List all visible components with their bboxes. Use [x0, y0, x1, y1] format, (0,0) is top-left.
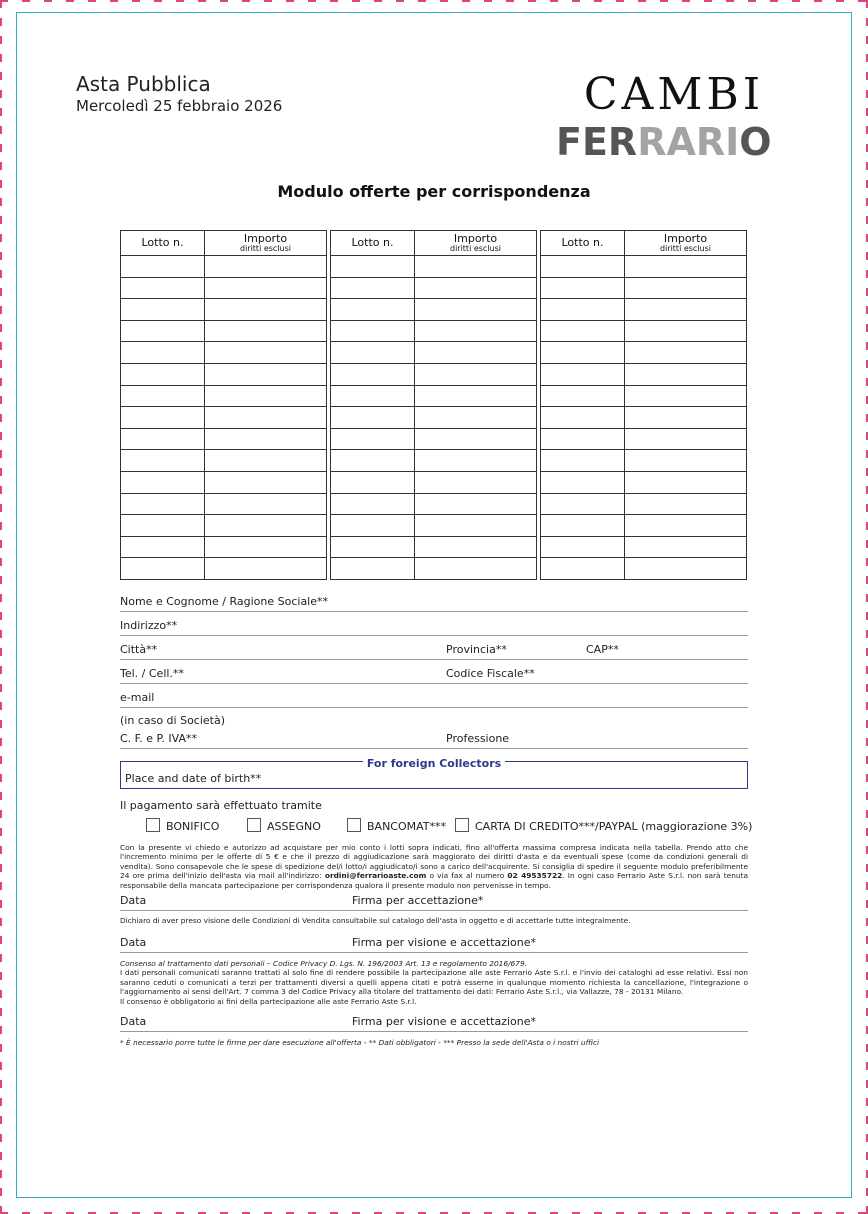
- lot-number-cell[interactable]: [541, 428, 625, 450]
- lot-number-cell[interactable]: [121, 363, 205, 385]
- checkbox[interactable]: [146, 818, 160, 832]
- form-title: Modulo offerte per corrispondenza: [277, 182, 591, 201]
- table-row: [541, 536, 747, 558]
- lot-number-cell[interactable]: [331, 536, 415, 558]
- lot-number-cell[interactable]: [541, 450, 625, 472]
- amount-cell[interactable]: [415, 515, 537, 537]
- table-row: [121, 342, 327, 364]
- zip-label: CAP**: [586, 643, 619, 656]
- amount-cell[interactable]: [205, 428, 327, 450]
- lot-number-cell[interactable]: [121, 256, 205, 278]
- col-lot-header: Lotto n.: [121, 231, 205, 256]
- lot-number-cell[interactable]: [331, 558, 415, 580]
- amount-cell[interactable]: [625, 363, 747, 385]
- lot-number-cell[interactable]: [541, 558, 625, 580]
- table-row: [541, 385, 747, 407]
- lot-number-cell[interactable]: [121, 450, 205, 472]
- col-amount-header: Importo diritti esclusi: [625, 231, 747, 256]
- table-row: [121, 450, 327, 472]
- lot-number-cell[interactable]: [541, 342, 625, 364]
- phone-row[interactable]: [120, 665, 748, 684]
- amount-cell[interactable]: [415, 256, 537, 278]
- table-row: [331, 428, 537, 450]
- amount-cell[interactable]: [625, 515, 747, 537]
- lot-number-cell[interactable]: [121, 407, 205, 429]
- amount-cell[interactable]: [205, 363, 327, 385]
- amount-cell[interactable]: [205, 277, 327, 299]
- lot-table-1: [120, 230, 327, 580]
- logo-cambi: CAMBI: [583, 69, 765, 120]
- lot-number-cell[interactable]: [121, 493, 205, 515]
- table-row: [331, 342, 537, 364]
- table-row: [121, 493, 327, 515]
- province-label: Provincia**: [446, 643, 507, 656]
- auction-title: Asta Pubblica: [76, 72, 211, 96]
- amount-cell[interactable]: [415, 299, 537, 321]
- amount-cell[interactable]: [625, 536, 747, 558]
- lot-number-cell[interactable]: [331, 493, 415, 515]
- city-label: Città**: [120, 643, 158, 656]
- amount-cell[interactable]: [415, 536, 537, 558]
- logo-ferrario: FERRARIO: [556, 120, 772, 164]
- amount-cell[interactable]: [205, 299, 327, 321]
- table-row: [331, 407, 537, 429]
- auction-header: [76, 72, 282, 116]
- authorization-text: Con la presente vi chiedo e autorizzo ad acquistare per mio conto i lotti sopra indicati, fino all'offerta massima compresa indicata nella tabella. Prendo atto che l'incremento minimo per le offerte di 5 € e che il prezzo di aggiudicazione sarà maggiorato dei diritti d'asta e da eventuali spese (come da condizioni generali di vendita). Sono consapevole che le spese di spedizione del/i lotto/i aggiudicato/i sono a carico dell'acquirente. Si consiglia di spedire il seguente modulo preferibilmente 24 ore prima dell'inizio dell'asta via mail all'indirizzo: ordini@ferrarioaste.com o via fax al numero 02 49535722. In ogni caso Ferrario Aste S.r.l. non sarà tenuta responsabile della mancata partecipazione per corrispondenza qualora il presente modulo non pervenisse in tempo.: [120, 843, 749, 890]
- checkbox[interactable]: [247, 818, 261, 832]
- table-row: [331, 536, 537, 558]
- lot-number-cell[interactable]: [121, 471, 205, 493]
- signature-label: Firma per visione e accettazione*: [352, 936, 536, 949]
- lot-number-cell[interactable]: [121, 342, 205, 364]
- col-lot-header: Lotto n.: [541, 231, 625, 256]
- lot-number-cell[interactable]: [121, 277, 205, 299]
- lot-number-cell[interactable]: [121, 385, 205, 407]
- signature-label: Firma per accettazione*: [352, 894, 484, 907]
- table-row: [121, 299, 327, 321]
- table-row: [331, 256, 537, 278]
- table-row: [331, 299, 537, 321]
- lot-number-cell[interactable]: [331, 256, 415, 278]
- lot-number-cell[interactable]: [331, 471, 415, 493]
- table-row: [121, 277, 327, 299]
- lot-number-cell[interactable]: [541, 299, 625, 321]
- privacy-text: [120, 959, 748, 1006]
- amount-cell[interactable]: [205, 493, 327, 515]
- amount-cell[interactable]: [625, 428, 747, 450]
- table-row: [121, 256, 327, 278]
- lot-number-cell[interactable]: [331, 450, 415, 472]
- lot-number-cell[interactable]: [541, 385, 625, 407]
- table-row: [541, 428, 747, 450]
- lot-number-cell[interactable]: [331, 299, 415, 321]
- name-field[interactable]: [120, 593, 748, 612]
- fax-number: 02 49535722: [507, 871, 563, 881]
- amount-cell[interactable]: [415, 385, 537, 407]
- name-label: Nome e Cognome / Ragione Sociale**: [120, 595, 329, 608]
- amount-cell[interactable]: [205, 450, 327, 472]
- company-note: (in caso di Società): [120, 714, 226, 727]
- amount-cell[interactable]: [625, 277, 747, 299]
- lot-number-cell[interactable]: [541, 256, 625, 278]
- lot-number-cell[interactable]: [331, 342, 415, 364]
- signature-row-3[interactable]: [120, 1015, 748, 1032]
- amount-cell[interactable]: [415, 450, 537, 472]
- phone-label: Tel. / Cell.**: [120, 667, 184, 680]
- lot-number-cell[interactable]: [331, 385, 415, 407]
- table-row: [121, 428, 327, 450]
- amount-cell[interactable]: [205, 471, 327, 493]
- lot-number-cell[interactable]: [541, 515, 625, 537]
- lot-number-cell[interactable]: [121, 515, 205, 537]
- lot-number-cell[interactable]: [331, 363, 415, 385]
- profession-label: Professione: [446, 732, 510, 745]
- table-row: [121, 536, 327, 558]
- amount-cell[interactable]: [625, 558, 747, 580]
- email-label: e-mail: [120, 691, 155, 704]
- table-row: [331, 320, 537, 342]
- order-email: ordini@ferrarioaste.com: [324, 871, 427, 881]
- city-row[interactable]: [120, 641, 748, 660]
- address-field[interactable]: [120, 617, 748, 636]
- col-amount-header: Importo diritti esclusi: [415, 231, 537, 256]
- address-label: Indirizzo**: [120, 619, 178, 632]
- lot-number-cell[interactable]: [541, 320, 625, 342]
- lot-number-cell[interactable]: [541, 407, 625, 429]
- vat-row[interactable]: [120, 730, 748, 749]
- amount-cell[interactable]: [415, 342, 537, 364]
- lot-number-cell[interactable]: [331, 407, 415, 429]
- footnote: * È necessario porre tutte le firme per dare esecuzione all'offerta - ** Dati obbligatori - *** Presso la sede dell'Asta o i nostri uffici: [120, 1038, 600, 1047]
- date-label: Data: [120, 894, 147, 907]
- table-row: [121, 558, 327, 580]
- table-row: [121, 471, 327, 493]
- amount-cell[interactable]: [205, 385, 327, 407]
- lot-number-cell[interactable]: [121, 428, 205, 450]
- table-row: [541, 471, 747, 493]
- col-amount-header: Importo diritti esclusi: [205, 231, 327, 256]
- table-row: [541, 277, 747, 299]
- table-row: [121, 515, 327, 537]
- table-row: [331, 493, 537, 515]
- table-row: [541, 256, 747, 278]
- table-row: [541, 363, 747, 385]
- amount-cell[interactable]: [415, 471, 537, 493]
- amount-cell[interactable]: [625, 493, 747, 515]
- amount-cell[interactable]: [625, 471, 747, 493]
- table-row: [541, 558, 747, 580]
- lot-number-cell[interactable]: [331, 277, 415, 299]
- lot-number-cell[interactable]: [541, 471, 625, 493]
- tax-code-label: Codice Fiscale**: [446, 667, 535, 680]
- table-row: [331, 450, 537, 472]
- birth-label: Place and date of birth**: [125, 772, 262, 785]
- email-field[interactable]: [120, 689, 748, 708]
- table-row: [541, 407, 747, 429]
- lot-number-cell[interactable]: [541, 277, 625, 299]
- amount-cell[interactable]: [205, 536, 327, 558]
- lot-number-cell[interactable]: [121, 320, 205, 342]
- table-row: [121, 407, 327, 429]
- privacy-body: I dati personali comunicati saranno trattati al solo fine di rendere possibile la partecipazione alle aste Ferrario Aste S.r.l. e l'invio dei cataloghi ad esse relativi. Essi non saranno ceduti o comunicati a terzi per trattamenti diversi a quelli appena citati e potrà esserne in qualunque momento richiesta la cancellazione, l'integrazione o l'aggiornamento ai sensi dell'Art. 7 comma 3 del Codice Privacy alla titolare del trattamento dei dati: Ferrario Aste S.r.l., via Vallazze, 78 - 20131 Milano.: [120, 968, 748, 997]
- lot-number-cell[interactable]: [121, 299, 205, 321]
- amount-cell[interactable]: [625, 320, 747, 342]
- table-row: [541, 320, 747, 342]
- table-row: [331, 363, 537, 385]
- lot-number-cell[interactable]: [541, 363, 625, 385]
- lot-number-cell[interactable]: [541, 536, 625, 558]
- lot-number-cell[interactable]: [121, 536, 205, 558]
- date-label: Data: [120, 936, 147, 949]
- amount-cell[interactable]: [205, 558, 327, 580]
- date-label: Data: [120, 1015, 147, 1028]
- amount-cell[interactable]: [205, 256, 327, 278]
- lot-table-2: [330, 230, 537, 580]
- table-row: [331, 471, 537, 493]
- table-row: [121, 385, 327, 407]
- col-lot-header: Lotto n.: [331, 231, 415, 256]
- table-row: [121, 320, 327, 342]
- amount-cell[interactable]: [415, 493, 537, 515]
- amount-cell[interactable]: [205, 320, 327, 342]
- table-row: [331, 515, 537, 537]
- amount-cell[interactable]: [625, 407, 747, 429]
- checkbox[interactable]: [347, 818, 361, 832]
- table-row: [541, 450, 747, 472]
- amount-cell[interactable]: [415, 363, 537, 385]
- privacy-consent: Il consenso è obbligatorio ai fini della partecipazione alle aste Ferrario Aste S.r.l.: [120, 996, 417, 1006]
- lot-table-3: [540, 230, 747, 580]
- amount-cell[interactable]: [625, 299, 747, 321]
- amount-cell[interactable]: [415, 558, 537, 580]
- table-row: [541, 342, 747, 364]
- declaration-text: Dichiaro di aver preso visione delle Condizioni di Vendita consultabile sul catalogo dell'asta in oggetto e di accettarle tutte integralmente.: [120, 916, 631, 925]
- lot-number-cell[interactable]: [541, 493, 625, 515]
- signature-row-1[interactable]: [120, 894, 748, 911]
- cambi-ferrario-logo: [554, 70, 794, 162]
- vat-label: C. F. e P. IVA**: [120, 732, 197, 745]
- amount-cell[interactable]: [625, 342, 747, 364]
- table-row: [331, 277, 537, 299]
- amount-cell[interactable]: [625, 256, 747, 278]
- foreign-legend: For foreign Collectors: [121, 752, 747, 771]
- table-row: [541, 493, 747, 515]
- amount-cell[interactable]: [205, 407, 327, 429]
- amount-cell[interactable]: [415, 320, 537, 342]
- signature-row-2[interactable]: [120, 936, 748, 953]
- table-row: [541, 299, 747, 321]
- auction-date: Mercoledì 25 febbraio 2026: [76, 97, 283, 115]
- table-row: [121, 363, 327, 385]
- amount-cell[interactable]: [625, 385, 747, 407]
- amount-cell[interactable]: [205, 515, 327, 537]
- table-row: [541, 515, 747, 537]
- amount-cell[interactable]: [625, 450, 747, 472]
- lot-number-cell[interactable]: [331, 320, 415, 342]
- table-row: [331, 385, 537, 407]
- amount-cell[interactable]: [415, 277, 537, 299]
- foreign-collectors-box[interactable]: [120, 757, 748, 789]
- lot-number-cell[interactable]: [331, 515, 415, 537]
- checkbox[interactable]: [455, 818, 469, 832]
- payment-label: Il pagamento sarà effettuato tramite: [120, 799, 322, 812]
- lot-number-cell[interactable]: [121, 558, 205, 580]
- amount-cell[interactable]: [205, 342, 327, 364]
- crop-marks-top: [0, 0, 868, 2]
- privacy-title: Consenso al trattamento dati personali – Codice Privacy D. Lgs. N. 196/2003 Art. 13 e regolamento 2016/679.: [120, 959, 528, 968]
- amount-cell[interactable]: [415, 407, 537, 429]
- amount-cell[interactable]: [415, 428, 537, 450]
- lot-number-cell[interactable]: [331, 428, 415, 450]
- table-row: [331, 558, 537, 580]
- signature-label: Firma per visione e accettazione*: [352, 1015, 536, 1028]
